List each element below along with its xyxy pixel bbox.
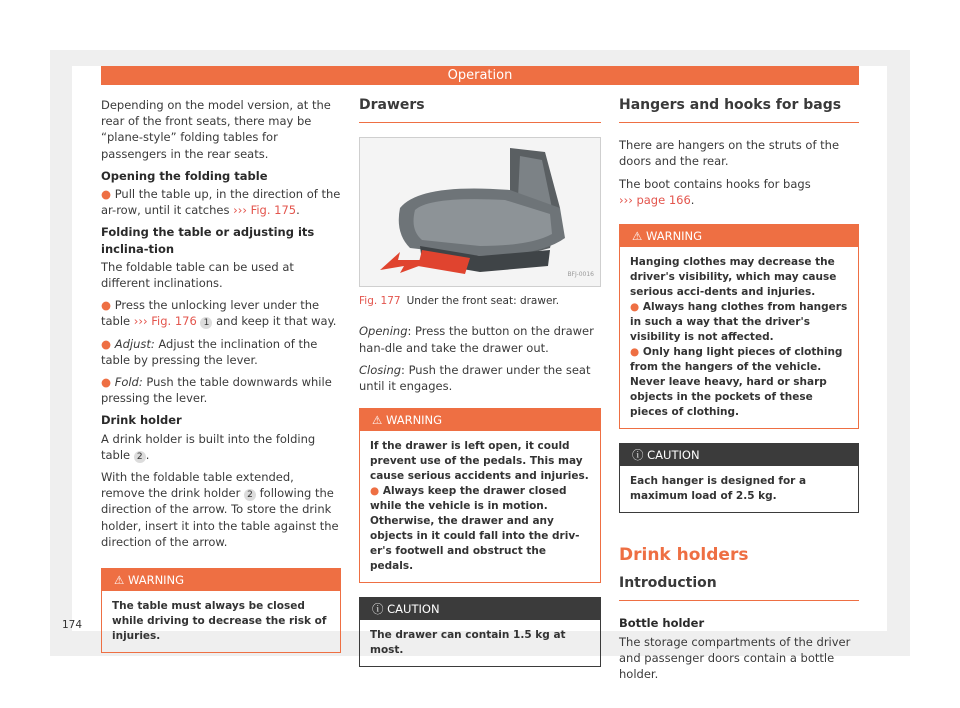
warning-bullet: ● Always hang clothes from hangers in such a way that the driver's visibility is not affected. <box>630 301 848 344</box>
bullet-adjust: ● Adjust: Adjust the inclination of the table by pressing the lever. <box>101 336 318 367</box>
warning-header: ⚠ WARNING <box>620 225 858 247</box>
intro-text: Depending on the model version, at the rear of the front seats, there may be “plane-style” folding tables for passengers in the rear seats. <box>101 98 331 161</box>
page-number: 174 <box>62 619 83 631</box>
callout-marker: 2 <box>134 451 146 463</box>
caution-circle-icon: ⓘ <box>372 602 388 617</box>
warning-triangle-icon: ⚠ <box>372 413 386 428</box>
bullet-fold: ● Fold: Push the table downwards while pressing the lever. <box>101 375 332 406</box>
column-folding-tables <box>101 97 341 653</box>
hooks-text: The boot contains hooks for bags ››› page 166. <box>619 176 811 207</box>
bottle-text: The storage compartments of the driver and passenger doors contain a bottle holder. <box>619 634 851 682</box>
figure-code: BFJ-0016 <box>567 271 594 278</box>
caution-box <box>359 597 601 667</box>
hangers-heading: Hangers and hooks for bags <box>619 97 859 123</box>
bottle-heading: Bottle holder <box>619 616 705 631</box>
bullet-icon: ● <box>101 298 115 313</box>
warning-triangle-icon: ⚠ <box>114 573 128 588</box>
seat-drawer-figure <box>359 137 601 287</box>
opening-heading: Opening the folding table <box>101 168 268 183</box>
section-header: Operation <box>101 66 859 85</box>
fold-text: The foldable table can be used at different inclinations. <box>101 259 294 291</box>
drink-heading: Drink holder <box>101 413 182 428</box>
warning-text: If the drawer is left open, it could prevent use of the pedals. This may cause serious accidents and injuries. <box>370 440 589 483</box>
warning-box <box>359 408 601 583</box>
caution-box <box>619 443 859 513</box>
hangers-text: There are hangers on the struts of the doors and the rear. <box>619 138 840 169</box>
column-drawers <box>359 97 601 667</box>
warning-body <box>620 247 858 428</box>
bullet-icon: ● <box>101 375 115 390</box>
warning-box <box>101 568 341 653</box>
opening-bullet: ● Pull the table up, in the direction of the ar-row, until it catches ››› Fig. 175. <box>101 187 341 218</box>
caution-header: ⓘ CAUTION <box>620 444 858 466</box>
drink-text: A drink holder is built into the folding table 2 . <box>101 431 316 462</box>
bullet-icon: ● <box>101 187 115 202</box>
callout-marker: 1 <box>200 317 212 329</box>
page-link[interactable]: ››› page 166 <box>619 192 691 207</box>
caution-text: The drawer can contain 1.5 kg at most. <box>370 629 566 657</box>
figure-caption: Fig. 177 Under the front seat: drawer. <box>359 295 560 308</box>
caution-circle-icon: ⓘ <box>632 448 648 463</box>
column-hangers <box>619 97 859 688</box>
drawers-heading: Drawers <box>359 97 601 123</box>
warning-bullet: ● Only hang light pieces of clothing from the hangers of the vehicle. Never leave heavy, hard or sharp objects in the pockets of these pieces of clothing. <box>630 346 843 419</box>
seat-illustration <box>360 138 600 286</box>
closing-text: Closing: Push the drawer under the seat until it engages. <box>359 362 591 394</box>
warning-bullet: ● Always keep the drawer closed while the vehicle is in motion. Otherwise, the drawer and any objects in it could fall into the driv-er's footwell and obstruct the pedals. <box>370 485 580 573</box>
bullet-icon: ● <box>630 346 643 359</box>
warning-triangle-icon: ⚠ <box>632 229 646 244</box>
fig-link[interactable]: ››› Fig. 176 <box>133 314 197 329</box>
warning-header: ⚠ WARNING <box>360 409 600 431</box>
opening-text: Opening: Press the button on the drawer han-dle and take the drawer out. <box>359 324 594 355</box>
caution-header: ⓘ CAUTION <box>360 598 600 620</box>
bullet-icon: ● <box>101 336 115 351</box>
fig-link[interactable]: ››› Fig. 175 <box>233 203 297 218</box>
bullet-unlock: ● Press the unlocking lever under the table ››› Fig. 176 1 and keep it that way. <box>101 298 337 329</box>
fold-heading: Folding the table or adjusting its inclina-tion <box>101 225 315 256</box>
callout-marker: 2 <box>244 489 256 501</box>
introduction-heading: Introduction <box>619 575 859 601</box>
caution-text: Each hanger is designed for a maximum load of 2.5 kg. <box>630 475 807 503</box>
warning-text: The table must always be closed while driving to decrease the risk of injuries. <box>112 600 327 643</box>
warning-body <box>360 431 600 582</box>
drink-holders-heading: Drink holders <box>619 545 749 566</box>
warning-header: ⚠ WARNING <box>102 569 340 591</box>
warning-text: Hanging clothes may decrease the driver's visibility, which may cause serious acci-dents and injuries. <box>630 256 837 299</box>
bullet-icon: ● <box>370 485 383 498</box>
drink-text-2: With the foldable table extended, remove the drink holder 2 following the direction of the arrow. To store the drink holder, insert it into the table against the direction of the arrow. <box>101 470 339 549</box>
bullet-icon: ● <box>630 301 643 314</box>
warning-box <box>619 224 859 429</box>
